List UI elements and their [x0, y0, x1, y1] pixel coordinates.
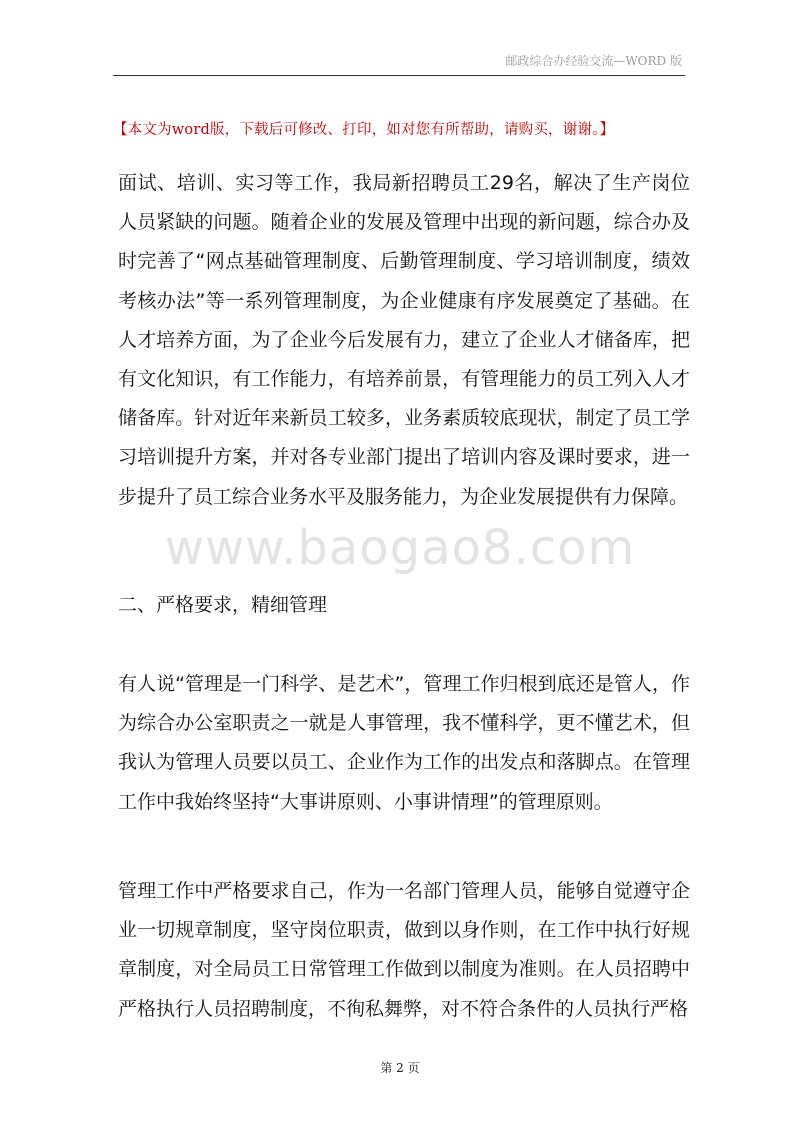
watermark: www.baogao8.com: [164, 520, 636, 576]
body-paragraph-1: 面试、培训、实习等工作，我局新招聘员工29名，解决了生产岗位人员紧缺的问题。随着企业的发展及管理中出现的新问题，综合办及时完善了“网点基础管理制度、后勤管理制度、学习培训制度，绩效考核办法”等一系列管理制度，为企业健康有序发展奠定了基础。在人才培养方面，为了企业今后发展有力，建立了企业人才储备库，把有文化知识，有工作能力，有培养前景，有管理能力的员工列入人才储备库。针对近年来新员工较多，业务素质较底现状，制定了员工学习培训提升方案，并对各专业部门提出了培训内容及课时要求，进一步提升了员工综合业务水平及服务能力，为企业发展提供有力保障。: [118, 172, 690, 508]
header-divider: [113, 75, 685, 76]
page-number: 第 2 页: [380, 1061, 420, 1075]
body-paragraph-2: 有人说“管理是一门科学、是艺术”，管理工作归根到底还是管人，作为综合办公室职责之一就是人事管理，我不懂科学，更不懂艺术，但我认为管理人员要以员工、企业作为工作的出发点和落脚点。在管理工作中我始终坚持“大事讲原则、小事讲情理”的管理原则。: [118, 673, 690, 813]
body-paragraph-3: 管理工作中严格要求自己，作为一名部门管理人员，能够自觉遵守企业一切规章制度，坚守岗位职责，做到以身作则，在工作中执行好规章制度，对全局员工日常管理工作做到以制度为准则。在人员招聘中严格执行人员招聘制度，不徇私舞弊，对不符合条件的人员执行严格: [118, 880, 690, 1020]
section-heading: 二、严格要求，精细管理: [118, 594, 328, 616]
purchase-notice: 【本文为word版，下载后可修改、打印，如对您有所帮助，请购买，谢谢。】: [113, 122, 615, 138]
document-header-title: 邮政综合办经验交流—WORD 版: [505, 54, 682, 68]
